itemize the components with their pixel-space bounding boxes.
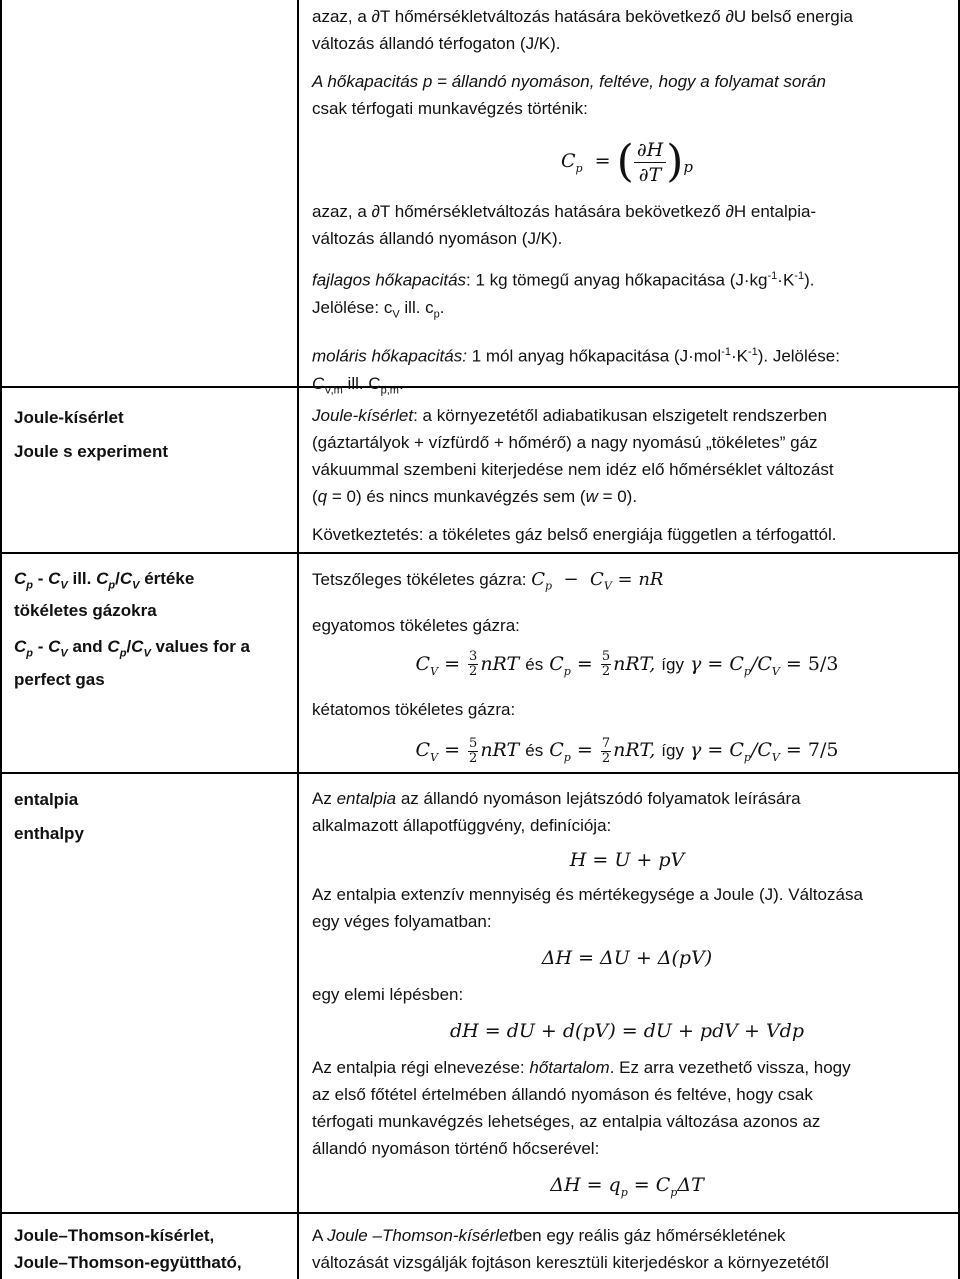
text: ben egy reális gáz hőmérsékletének [513,1226,786,1245]
enthalpy-term: entalpia [336,789,397,808]
fraction [601,650,611,679]
any-gas-equation: $C_p - C_V$ = nR [531,569,664,593]
or-text: ill. C [342,373,381,393]
row-divider [0,386,298,388]
row-divider [0,1212,298,1214]
text: A [312,1226,328,1245]
constant-pressure-subscript: p [683,157,693,176]
denominator: 2 [601,664,611,680]
row-divider [0,772,298,774]
molar-close-text: ). Jelölése: [757,346,840,366]
gamma-value: 5/3 [807,652,839,675]
paren-close: ). [804,270,815,290]
term-cp-cv [14,566,294,693]
cp-symbol: C [561,150,576,172]
molar-heat-text: 1 mól anyag hőkapacitása (J·mol [466,346,722,366]
term-jt-experiment: Joule–Thomson-kísérlet, [14,1226,215,1245]
term-jt-coefficient: Joule–Thomson-együttható, [14,1253,242,1272]
cp-explanation-line1: azaz, a ∂T hőmérsékletváltozás hatására bekövetkező ∂H entalpia- [312,202,817,221]
row-divider [0,552,298,554]
unit-tail: ·K [777,270,795,290]
derivative-numerator: ∂H [634,138,666,163]
jt-term: Joule –Thomson-kísérlet [327,1226,514,1245]
cv-explanation-line1: azaz, a ∂T hőmérsékletváltozás hatására bekövetkező ∂U belső energia [312,7,853,26]
numerator: 5 [601,649,611,665]
thus-word: így [661,741,684,761]
cp-explanation [312,198,942,252]
heat-capacity-section [312,3,942,404]
joule-text-line4: = 0) és nincs munkavégzés sem ( [327,487,586,506]
monatomic-label: egyatomos tökéletes gázra: [312,615,520,635]
text: állandó nyomáson történő hőcserével: [312,1139,600,1158]
joule-experiment-description [312,402,942,548]
enthalpy-content [312,785,942,1210]
text: változását vizsgálják fojtáson keresztüli kiterjedéskor a környezetétől [312,1253,829,1272]
any-gas-line [312,566,942,600]
cp-intro-line2: csak térfogati munkavégzés történik: [312,99,588,118]
any-gas-text: Tetszőleges tökéletes gázra: [312,570,532,589]
heat-symbol: q [317,487,328,506]
text: Az entalpia régi elnevezése: [312,1058,530,1077]
gamma-value: 7/5 [807,739,839,762]
joule-paragraph [312,402,942,510]
denominator: 2 [601,750,611,766]
monatomic-equation: $C_V$ = $\frac{3}{2}$ nRT és $C_p$ = $\frac{5}{2}$ nRT, így $\gamma = C_p/C_V = 5/3$ [415,649,839,680]
term-english: enthalpy [14,824,84,843]
joule-lead-term: Joule-kísérlet [312,406,414,425]
elementary-step-label: egy elemi lépésben: [312,985,464,1004]
cp-subscript: p [575,161,583,175]
and-word: és [525,654,544,674]
c-symbol: C [14,569,27,588]
numerator: 7 [601,735,611,751]
text: egy véges folyamatban: [312,912,492,931]
exponent: -1 [747,346,758,359]
cp-definition-equation [312,124,942,198]
row-divider [298,1212,958,1214]
cv-explanation [312,3,942,57]
term-enthalpy [14,783,294,851]
or-text: ill. c [399,297,434,317]
left-paren: ( [616,136,634,187]
specific-heat-text: : 1 kg tömegű anyag hőkapacitása (J·kg [466,270,768,290]
text: . Ez arra vezethető vissza, hogy [609,1058,851,1077]
denominator: 2 [469,750,478,766]
subscript-pm: p,m [380,384,399,397]
heat-content-term: hőtartalom [529,1058,610,1077]
unit-tail: ·K [730,346,748,366]
table-column-divider [297,0,299,1279]
joule-conclusion: Következtetés: a tökéletes gáz belső energiája független a térfogattól. [312,525,837,544]
joule-text-end: = 0). [597,487,638,506]
joule-text-line1: : a környezetétől adiabatikusan elszigetelt rendszerben [413,406,828,425]
molar-heat-term: moláris hőkapacitás: [312,346,467,366]
finite-change-equation: ΔH = ΔU + Δ(pV) [541,947,713,969]
partial-derivative [634,138,666,187]
exponent: -1 [721,346,731,359]
text: Az entalpia extenzív mennyiség és mértékegysége a Joule (J). Változása [312,885,863,904]
enthalpy-definition [312,785,942,839]
derivative-denominator: ∂T [638,163,662,186]
joule-text-line3: vákuummal szembeni kiterjedése nem idéz elő hőmérséklet változást [312,460,834,479]
paren-open: ( [312,487,318,506]
perfect-gases-text: tökéletes gázokra [14,601,157,621]
or-text: ill. [67,569,97,588]
term-english: $C_p - C_V$ and $C_p/C_V$ values for a perfect gas [14,637,251,689]
text: alkalmazott állapotfüggvény, definíciója: [312,816,612,835]
heat-content-paragraph [312,1054,942,1162]
exponent: -1 [794,270,805,282]
text: az állandó nyomáson lejátszódó folyamatok leírására [396,789,801,808]
right-paren: ) [666,136,684,187]
specific-heat-definition [312,263,942,328]
molar-heat-definition [312,339,942,404]
text: az első főtétel értelmében állandó nyomáson és feltéve, hogy csak [312,1085,813,1104]
work-symbol: w [585,487,598,506]
subscript-v: V [392,308,400,321]
period: . [398,373,404,393]
diatomic-label: kétatomos tökéletes gázra: [312,700,516,720]
specific-heat-symbol: Jelölése: c [312,297,393,317]
joule-text-line2: (gáztartályok + vízfürdő + hőmérő) a nagy nyomású „tökéletes” gáz [312,433,818,452]
term-hungarian: Joule-kísérlet [14,408,124,427]
text: térfogati munkavégzés lehetséges, az entalpia változása azonos az [312,1112,821,1131]
value-text: értéke [139,569,195,588]
joule-thomson-content [312,1222,942,1276]
fraction [601,737,611,766]
denominator: 2 [469,664,478,680]
period: . [439,297,445,317]
cp-intro-line1: A hőkapacitás p = állandó nyomáson, feltéve, hogy a folyamat során [312,72,826,91]
row-divider [298,552,958,554]
term-joule-experiment [14,401,294,469]
thus-word: így [661,654,684,674]
fraction [468,737,478,766]
jt-paragraph [312,1222,942,1276]
cp-cv-content [312,566,942,775]
term-english: Joule s experiment [14,442,169,461]
table-border-left [0,0,2,1279]
term-joule-thomson [14,1222,294,1276]
term-hungarian: entalpia [14,790,79,809]
table-border-right [958,0,960,1279]
differential-equation: dH = dU + d(pV) = dU + pdV + Vdp [449,1020,805,1042]
and-word: és [525,741,544,761]
subscript-p: p [433,308,440,321]
cp-explanation-line2: változás állandó nyomáson (J/K). [312,229,563,248]
specific-heat-term: fajlagos hőkapacitás [312,270,467,290]
molar-symbol: C [312,373,325,393]
perfect-gas-text: perfect gas [14,669,105,689]
enthalpy-equation: H = U + pV [569,849,685,871]
numerator: 3 [469,649,478,665]
and-text: and [67,637,108,657]
subscript-vm: V,m [324,384,343,397]
values-text: values for a [150,637,251,657]
cp-intro [312,68,942,122]
diatomic-equation: $C_V$ = $\frac{5}{2}$ nRT és $C_p$ = $\frac{7}{2}$ nRT, így $\gamma = C_p/C_V = 7/5$ [415,735,839,766]
fraction [468,650,478,679]
exponent: -1 [767,270,778,282]
equals-sign: = [588,150,617,172]
term-hungarian: $C_p - C_V$ ill. $C_p/C_V$ értéke tökéletes gázokra [14,569,195,621]
enthalpy-extensive [312,881,942,935]
cv-explanation-line2: változás állandó térfogaton (J/K). [312,34,561,53]
text: Az [312,789,337,808]
heat-exchange-equation: $\Delta H = q_p = C_p\Delta T$ [550,1174,704,1199]
numerator: 5 [469,735,478,751]
